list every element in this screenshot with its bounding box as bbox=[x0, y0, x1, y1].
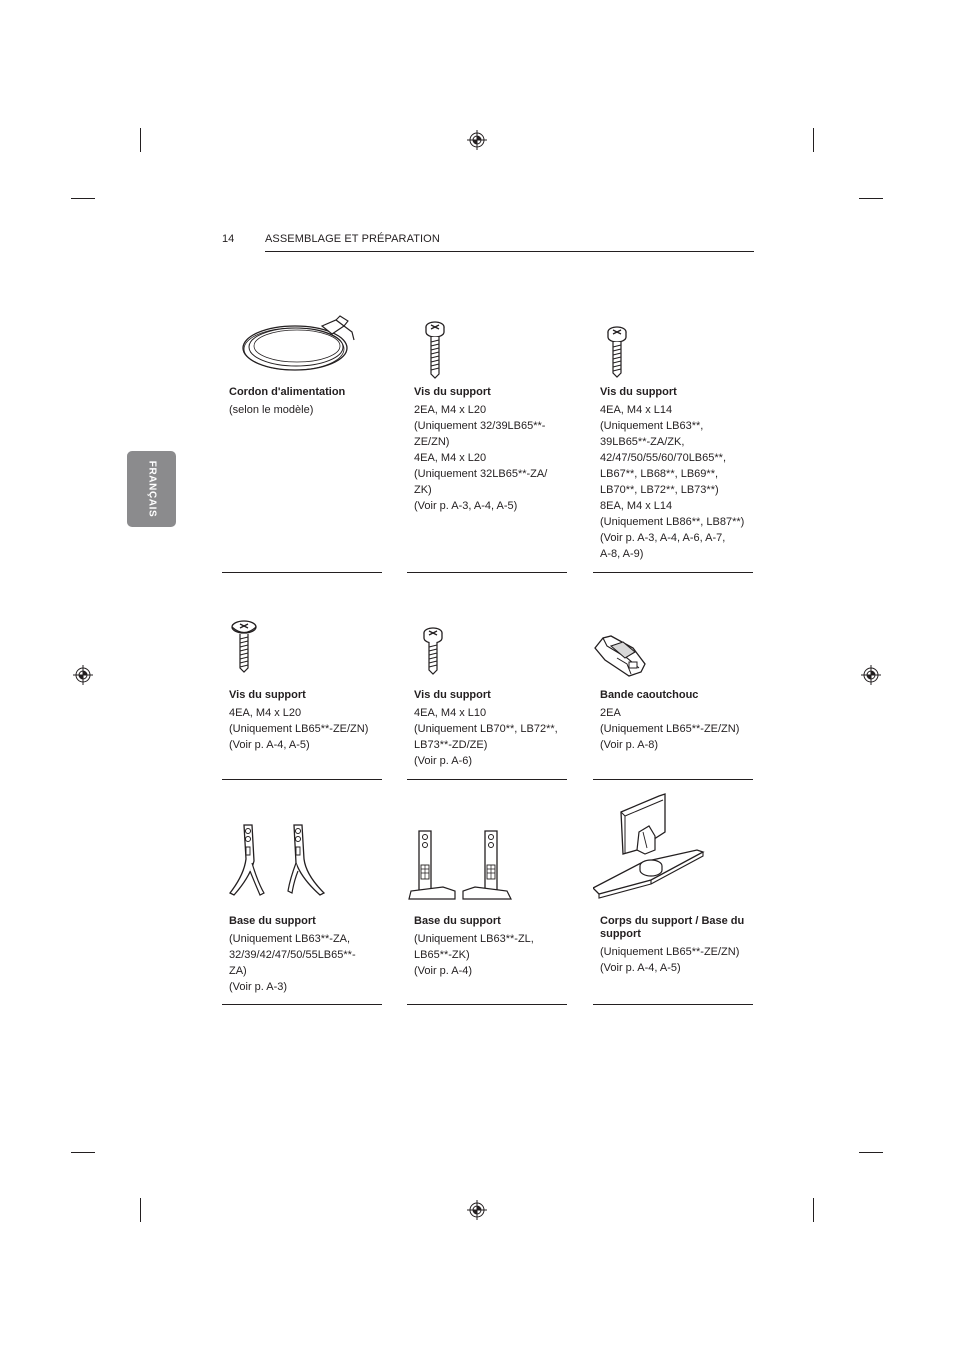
crop-mark-right-top bbox=[859, 198, 883, 199]
item-line: 2EA bbox=[600, 707, 621, 719]
item-rule bbox=[222, 779, 382, 780]
item-line: (selon le modèle) bbox=[229, 404, 314, 416]
item-text bbox=[600, 915, 753, 976]
item-line: 4EA, M4 x L10 bbox=[414, 707, 487, 719]
item-line: LB73**-ZD/ZE) bbox=[414, 739, 488, 751]
item-line: 8EA, M4 x L14 bbox=[600, 500, 673, 512]
item-title: Base du support bbox=[414, 915, 501, 927]
item-title: Vis du support bbox=[229, 689, 306, 701]
item-title: Vis du support bbox=[414, 689, 491, 701]
item-rule bbox=[407, 1004, 567, 1005]
item-line: 39LB65**-ZA/ZK, bbox=[600, 436, 685, 448]
item-text bbox=[229, 915, 382, 995]
rubber-band-icon bbox=[593, 634, 649, 680]
item-line: (Uniquement LB65**-ZE/ZN) bbox=[600, 723, 740, 735]
item-rule bbox=[593, 779, 753, 780]
item-line: LB65**-ZK) bbox=[414, 949, 470, 961]
item-line: A-8, A-9) bbox=[600, 548, 644, 560]
crop-mark-right-bottom bbox=[859, 1152, 883, 1153]
item-line: ZA) bbox=[229, 965, 247, 977]
item-line: ZK) bbox=[414, 484, 432, 496]
crop-mark-top-right bbox=[813, 128, 814, 152]
item-title: Vis du support bbox=[414, 386, 491, 398]
item-text bbox=[414, 689, 567, 769]
crop-mark-bottom-right bbox=[813, 1198, 814, 1222]
item-line: 4EA, M4 x L20 bbox=[414, 452, 487, 464]
screw-short-icon bbox=[421, 626, 445, 676]
screw-long-icon bbox=[423, 320, 447, 380]
item-line: (Uniquement LB63**, bbox=[600, 420, 704, 432]
item-line: (Voir p. A-3) bbox=[229, 981, 288, 993]
item-line: (Uniquement LB65**-ZE/ZN) bbox=[600, 946, 740, 958]
item-line: 32/39/42/47/50/55LB65**- bbox=[229, 949, 356, 961]
item-title: Cordon d'alimentation bbox=[229, 386, 346, 398]
item-title: Vis du support bbox=[600, 386, 677, 398]
power-cord-icon bbox=[240, 312, 365, 374]
stand-body-base-icon bbox=[593, 792, 709, 902]
item-rule bbox=[222, 572, 382, 573]
item-line: (Uniquement LB65**-ZE/ZN) bbox=[229, 723, 369, 735]
crop-mark-top-left bbox=[140, 128, 141, 152]
language-tab-label: FRANÇAIS bbox=[146, 460, 157, 518]
item-rule bbox=[407, 572, 567, 573]
item-line: (Voir p. A-8) bbox=[600, 739, 659, 751]
header-rule bbox=[265, 251, 754, 252]
item-line: ZE/ZN) bbox=[414, 436, 450, 448]
registration-mark-icon bbox=[861, 665, 881, 685]
item-title: Base du support bbox=[229, 915, 316, 927]
registration-mark-icon bbox=[467, 1200, 487, 1220]
item-text bbox=[600, 386, 753, 562]
item-line: 4EA, M4 x L14 bbox=[600, 404, 673, 416]
item-line: 2EA, M4 x L20 bbox=[414, 404, 487, 416]
item-text bbox=[229, 386, 382, 418]
item-line: (Uniquement LB63**-ZA, bbox=[229, 933, 351, 945]
stand-feet-curved-icon bbox=[228, 821, 332, 899]
item-line: LB67**, LB68**, LB69**, bbox=[600, 468, 719, 480]
screw-flat-head-icon bbox=[230, 618, 258, 674]
screw-long-icon bbox=[605, 325, 629, 379]
item-text bbox=[229, 689, 382, 753]
item-line: (Uniquement LB63**-ZL, bbox=[414, 933, 534, 945]
item-text bbox=[414, 915, 567, 979]
item-line: 4EA, M4 x L20 bbox=[229, 707, 302, 719]
registration-mark-icon bbox=[73, 665, 93, 685]
item-line: 42/47/50/55/60/70LB65**, bbox=[600, 452, 727, 464]
item-line: LB70**, LB72**, LB73**) bbox=[600, 484, 719, 496]
item-rule bbox=[222, 1004, 382, 1005]
item-text bbox=[600, 689, 753, 753]
crop-mark-left-top bbox=[71, 198, 95, 199]
page-number: 14 bbox=[222, 233, 235, 245]
item-line: (Voir p. A-6) bbox=[414, 755, 473, 767]
language-tab bbox=[127, 451, 176, 527]
item-rule bbox=[407, 779, 567, 780]
item-line: (Voir p. A-3, A-4, A-6, A-7, bbox=[600, 532, 726, 544]
crop-mark-bottom-left bbox=[140, 1198, 141, 1222]
item-rule bbox=[593, 572, 753, 573]
item-line: (Voir p. A-3, A-4, A-5) bbox=[414, 500, 518, 512]
item-line: (Uniquement LB86**, LB87**) bbox=[600, 516, 745, 528]
running-title: ASSEMBLAGE ET PRÉPARATION bbox=[265, 233, 440, 245]
registration-mark-icon bbox=[467, 130, 487, 150]
item-line: (Uniquement LB70**, LB72**, bbox=[414, 723, 558, 735]
crop-mark-left-bottom bbox=[71, 1152, 95, 1153]
item-line: (Uniquement 32/39LB65**- bbox=[414, 420, 546, 432]
stand-feet-straight-icon bbox=[407, 825, 513, 903]
item-line: (Voir p. A-4, A-5) bbox=[229, 739, 310, 751]
item-line: (Voir p. A-4) bbox=[414, 965, 473, 977]
item-text bbox=[414, 386, 567, 514]
item-title: Corps du support / Base du support bbox=[600, 915, 745, 940]
item-line: (Voir p. A-4, A-5) bbox=[600, 962, 681, 974]
item-title: Bande caoutchouc bbox=[600, 689, 699, 701]
item-line: (Uniquement 32LB65**-ZA/ bbox=[414, 468, 548, 480]
item-rule bbox=[593, 1004, 753, 1005]
